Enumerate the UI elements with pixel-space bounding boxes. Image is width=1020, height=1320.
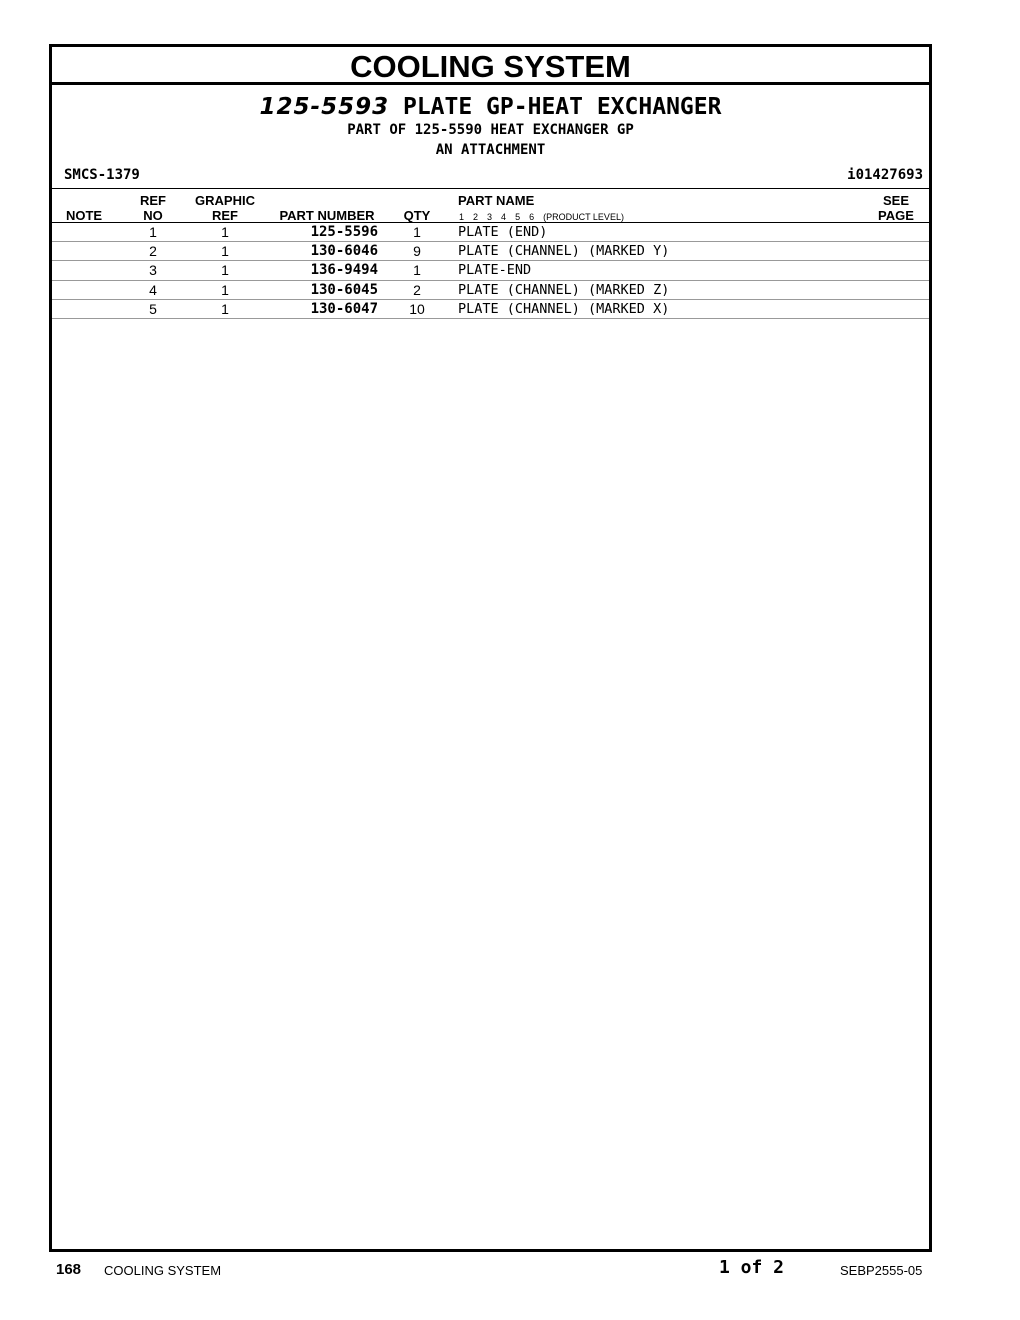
level-6: 6 <box>529 212 535 222</box>
ref-no: 3 <box>149 262 157 279</box>
col-header-note: NOTE <box>65 208 103 223</box>
page-frame <box>49 44 932 1252</box>
table-row <box>52 281 929 300</box>
graphic-ref: 1 <box>221 281 229 298</box>
table-row <box>52 261 929 280</box>
group-title <box>52 93 929 121</box>
level-4: 4 <box>501 212 507 222</box>
level-2: 2 <box>473 212 479 222</box>
page-number: 168 <box>56 1261 82 1278</box>
product-levels <box>459 212 633 222</box>
level-3: 3 <box>487 212 493 222</box>
header-divider <box>52 188 929 189</box>
level-1: 1 <box>459 212 465 222</box>
col-header-ref-top: REF <box>140 193 166 208</box>
part-of-line: PART OF 125-5590 HEAT EXCHANGER GP <box>347 122 634 138</box>
table-row <box>52 223 929 242</box>
ref-no: 5 <box>149 300 157 317</box>
part-number[interactable]: 125-5596 <box>310 224 378 240</box>
part-name: PLATE (CHANNEL) (MARKED Z) <box>458 281 670 298</box>
qty: 2 <box>413 281 421 298</box>
table-row <box>52 242 929 261</box>
col-header-ref-bottom: NO <box>143 208 163 223</box>
col-header-qty: QTY <box>403 208 431 223</box>
illustration-id: i01427693 <box>847 167 923 183</box>
ref-no: 1 <box>149 224 157 240</box>
graphic-ref: 1 <box>221 262 229 279</box>
group-name: PLATE GP-HEAT EXCHANGER <box>402 94 722 120</box>
attachment-line: AN ATTACHMENT <box>435 142 546 158</box>
part-name: PLATE (CHANNEL) (MARKED X) <box>458 300 670 317</box>
qty: 1 <box>413 224 421 240</box>
col-header-see-top: SEE <box>882 193 909 208</box>
graphic-ref: 1 <box>221 300 229 317</box>
ref-no: 4 <box>149 281 157 298</box>
part-number[interactable]: 136-9494 <box>310 262 378 279</box>
document-id: SEBP2555-05 <box>840 1263 923 1278</box>
footer-section-name: COOLING SYSTEM <box>104 1263 222 1278</box>
col-header-see-bottom: PAGE <box>878 208 914 223</box>
graphic-ref: 1 <box>221 224 229 240</box>
product-level-label: (PRODUCT LEVEL) <box>543 212 624 222</box>
col-header-graphic-bottom: REF <box>212 208 238 223</box>
parts-table <box>52 223 929 319</box>
table-row <box>52 300 929 319</box>
col-header-graphic-top: GRAPHIC <box>195 193 255 208</box>
group-part-number[interactable]: 125-5593 <box>259 94 390 120</box>
qty: 9 <box>413 243 421 260</box>
section-title: COOLING SYSTEM <box>350 49 631 84</box>
qty: 10 <box>409 300 425 317</box>
part-name: PLATE (END) <box>458 224 548 240</box>
graphic-ref: 1 <box>221 243 229 260</box>
part-name: PLATE-END <box>458 262 532 279</box>
level-5: 5 <box>515 212 521 222</box>
page-of-indicator: 1 of 2 <box>719 1257 785 1278</box>
col-header-part-name: PART NAME <box>458 193 535 208</box>
part-number[interactable]: 130-6046 <box>310 243 378 260</box>
part-name: PLATE (CHANNEL) (MARKED Y) <box>458 243 670 260</box>
ref-no: 2 <box>149 243 157 260</box>
part-number[interactable]: 130-6045 <box>310 281 378 298</box>
page-footer <box>0 1256 1020 1286</box>
title-divider <box>52 82 929 85</box>
col-header-part-number: PART NUMBER <box>279 208 375 223</box>
part-number[interactable]: 130-6047 <box>310 300 378 317</box>
qty: 1 <box>413 262 421 279</box>
smcs-code: SMCS-1379 <box>64 167 140 183</box>
